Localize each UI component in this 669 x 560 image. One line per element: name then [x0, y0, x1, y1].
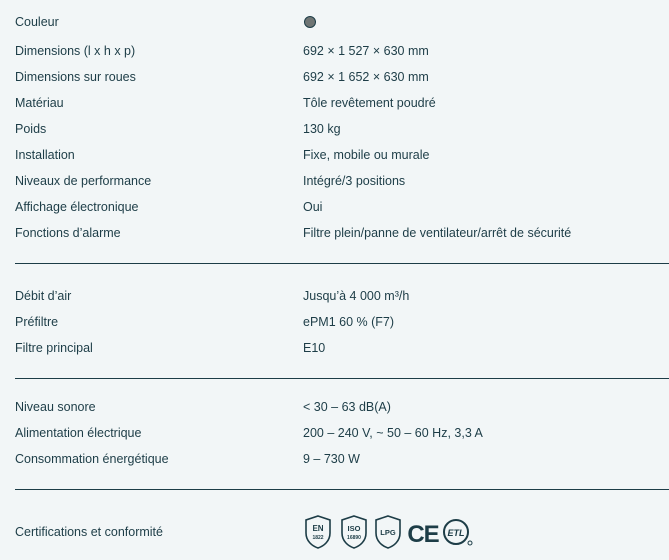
spec-label: Préfiltre: [15, 315, 59, 329]
spec-label: Fonctions d’alarme: [15, 226, 121, 240]
section-divider: [15, 489, 669, 490]
spec-row-power-supply: [0, 420, 669, 446]
spec-label: Débit d’air: [15, 289, 72, 303]
spec-label: Consommation énergétique: [15, 452, 169, 466]
spec-row-airflow: [0, 283, 669, 309]
badge-top-text: LPG: [380, 528, 396, 537]
section-divider: [15, 263, 669, 264]
spec-label: Filtre principal: [15, 341, 93, 355]
spec-value: 9 – 730 W: [303, 452, 360, 466]
spec-row-dimensions-wheels: [0, 64, 669, 90]
spec-label: Matériau: [15, 96, 64, 110]
spec-label: Certifications et conformité: [15, 525, 163, 539]
spec-row-weight: [0, 116, 669, 142]
spec-value: Tôle revêtement poudré: [303, 96, 436, 110]
spec-row-noise: [0, 394, 669, 420]
spec-value: Intégré/3 positions: [303, 174, 406, 188]
section-divider: [15, 378, 669, 379]
spec-label: Installation: [15, 148, 75, 162]
spec-value: 692 × 1 527 × 630 mm: [303, 44, 429, 58]
lpg-badge-icon: [374, 515, 402, 549]
spec-row-performance: [0, 168, 669, 194]
badge-bottom-text: 16890: [347, 535, 361, 541]
spec-value: Oui: [303, 200, 323, 214]
spec-label: Niveau sonore: [15, 400, 96, 414]
spec-value: E10: [303, 341, 326, 355]
badge-top-text: EN: [312, 524, 324, 533]
spec-value: 200 – 240 V, ~ 50 – 60 Hz, 3,3 A: [303, 426, 483, 440]
spec-label: Affichage électronique: [15, 200, 139, 214]
spec-value: 130 kg: [303, 122, 341, 136]
spec-value: Filtre plein/panne de ventilateur/arrêt de sécurité: [303, 226, 572, 240]
spec-label: Alimentation électrique: [15, 426, 142, 440]
spec-label: Couleur: [15, 15, 59, 29]
ce-mark-text: CE: [407, 521, 439, 548]
spec-row-display: [0, 194, 669, 220]
spec-value: < 30 – 63 dB(A): [303, 400, 391, 414]
etl-mark-icon: [442, 515, 474, 549]
iso-16890-badge-icon: [340, 515, 368, 549]
spec-value: Fixe, mobile ou murale: [303, 148, 430, 162]
spec-row-certifications: [0, 515, 669, 549]
etl-mark-text: ETL: [447, 528, 465, 538]
spec-row-consumption: [0, 446, 669, 472]
spec-row-main-filter: [0, 335, 669, 361]
ce-mark-icon: [406, 515, 440, 549]
badge-top-text: ISO: [347, 524, 361, 533]
spec-value: 692 × 1 652 × 630 mm: [303, 70, 429, 84]
spec-row-alarms: [0, 220, 669, 246]
spec-label: Dimensions (l x h x p): [15, 44, 136, 58]
spec-value: Jusqu’à 4 000 m³/h: [303, 289, 410, 303]
spec-label: Niveaux de performance: [15, 174, 152, 188]
spec-row-dimensions: [0, 38, 669, 64]
spec-value: ePM1 60 % (F7): [303, 315, 395, 329]
spec-label: Poids: [15, 122, 47, 136]
spec-row-material: [0, 90, 669, 116]
spec-row-color: [0, 9, 669, 35]
en-1822-badge-icon: [304, 515, 332, 549]
color-swatch: [304, 16, 316, 28]
spec-label: Dimensions sur roues: [15, 70, 136, 84]
badge-bottom-text: 1822: [312, 535, 324, 541]
spec-row-installation: [0, 142, 669, 168]
spec-row-prefilter: [0, 309, 669, 335]
